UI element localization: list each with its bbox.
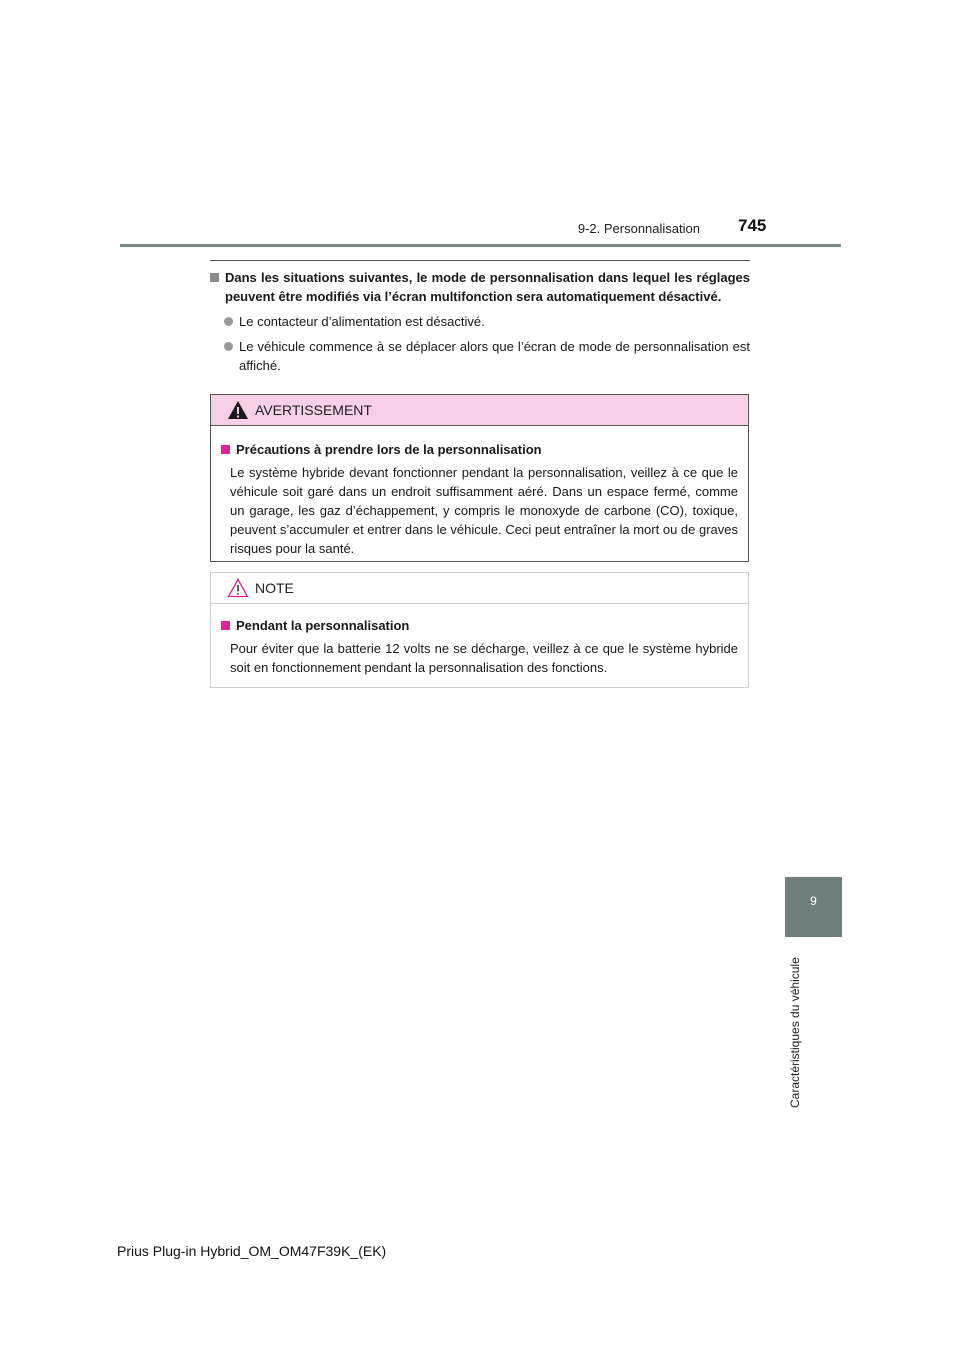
note-header [211,573,748,604]
note-text: Pour éviter que la batterie 12 volts ne se décharge, veillez à ce que le système hybride soit en fonctionnement pendant la personnalisation des fonctions. [230,641,738,675]
content-heading [210,268,750,306]
warning-text: Le système hybride devant fonctionner pendant la personnalisation, veillez à ce que le véhicule soit garé dans un endroit suffisamment aéré. Dans un espace fermé, comme un garage, les gaz d’échappement, y compris le monoxyde de carbone (CO), toxique, peuvent s’accumuler et entrer dans le véhicule. Ceci peut entraîner la mort ou de graves risques pour la santé. [230,465,738,556]
warning-box [210,394,749,562]
main-content [210,268,750,375]
warning-heading-text: Précautions à prendre lors de la personnalisation [236,442,542,457]
note-heading [221,616,738,635]
warning-body [211,426,748,558]
warning-heading [221,440,738,459]
chapter-number: 9 [810,894,817,908]
warning-triangle-icon [227,400,249,420]
square-bullet-icon [210,273,219,282]
content-rule [210,260,750,261]
caution-triangle-icon [227,578,249,598]
heading-text: Dans les situations suivantes, le mode de personnalisation dans lequel les réglages peuvent être modifiés via l’écran multifonction sera automatiquement désactivé. [225,270,750,304]
list-item-text: Le contacteur d’alimentation est désactivé. [239,314,485,329]
note-box [210,572,749,688]
round-bullet-icon [224,317,233,326]
list-item [210,337,750,375]
header-rule [120,244,841,247]
chapter-label: Caractéristiques du véhicule [788,957,802,1108]
section-title: 9-2. Personnalisation [577,221,700,236]
note-heading-text: Pendant la personnalisation [236,618,410,633]
warning-title: AVERTISSEMENT [255,402,372,418]
round-bullet-icon [224,342,233,351]
warning-header [211,395,748,426]
square-bullet-icon [221,621,230,630]
list-item-text: Le véhicule commence à se déplacer alors que l’écran de mode de personnalisation est affiché. [239,339,750,373]
chapter-tab[interactable] [785,877,842,937]
note-title: NOTE [255,580,294,596]
note-body [211,604,748,677]
list-item [210,312,750,331]
square-bullet-icon [221,445,230,454]
page-number: 745 [738,216,767,235]
footer-title: Prius Plug-in Hybrid_OM_OM47F39K_(EK) [117,1243,387,1259]
